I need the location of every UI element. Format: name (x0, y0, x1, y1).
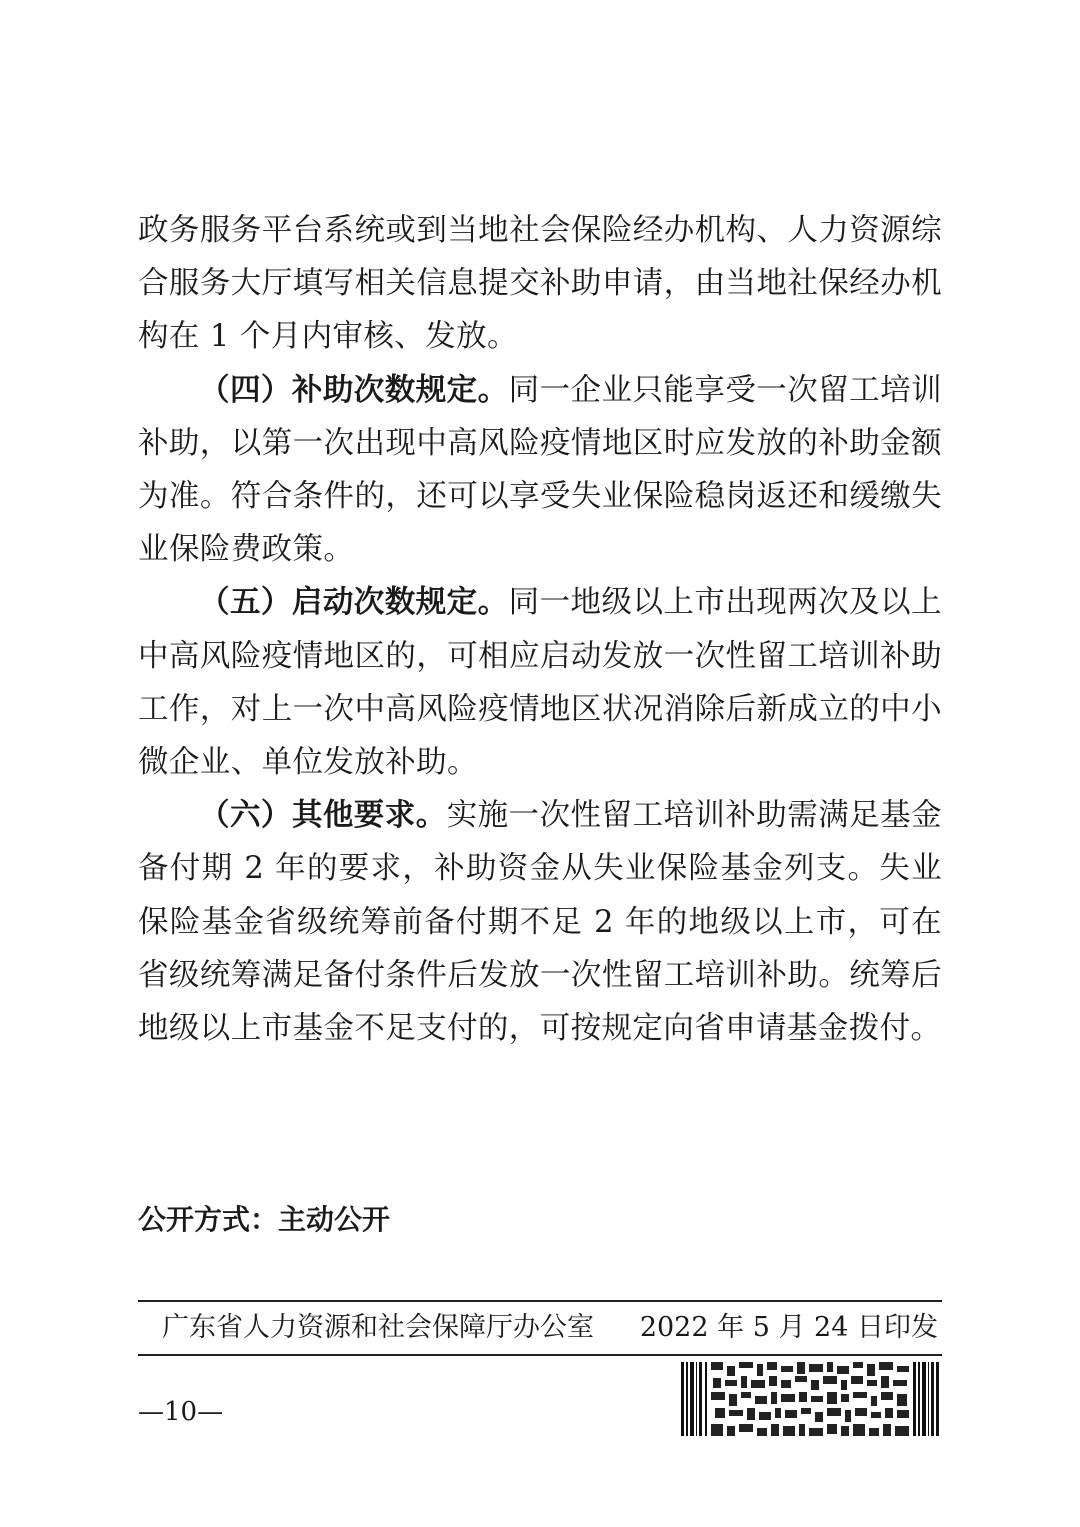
paragraph-continuation (138, 204, 942, 364)
issue-date: 2022 年 5 月 24 日印发 (639, 1312, 938, 1343)
paragraph-heading: （四）补助次数规定。 (199, 371, 509, 408)
barcode-image (681, 1362, 939, 1436)
publicity-mode: 公开方式：主动公开 (138, 1203, 391, 1236)
paragraph-text: 实施一次性留工培训补助需满足基金备付期 2 年的要求，补助资金从失业保险基金列支。失业保险基金省级统筹前备付期不足 2 年的地级以上市，可在省级统筹满足备付条件后发放一次性留工培训补助。统筹后地级以上市基金不足支付的，可按规定向省申请基金拨付。 (138, 798, 942, 1047)
paragraph-other-requirements (138, 789, 942, 1055)
paragraph-launch-count (138, 576, 942, 789)
document-body (138, 204, 942, 1055)
paragraph-heading: （五）启动次数规定。 (199, 584, 509, 621)
issuing-office: 广东省人力资源和社会保障厅办公室 (162, 1312, 594, 1343)
paragraph-text: 政务服务平台系统或到当地社会保险经办机构、人力资源综合服务大厅填写相关信息提交补助申请，由当地社保经办机构在 1 个月内审核、发放。 (138, 213, 942, 355)
footer-top-rule (138, 1300, 942, 1302)
paragraph-text: 同一企业只能享受一次留工培训补助，以第一次出现中高风险疫情地区时应发放的补助金额为准。符合条件的，还可以享受失业保险稳岗返还和缓缴失业保险费政策。 (138, 372, 942, 568)
page-number: —10— (138, 1397, 224, 1427)
paragraph-text: 同一地级以上市出现两次及以上中高风险疫情地区的，可相应启动发放一次性留工培训补助工作，对上一次中高风险疫情地区状况消除后新成立的中小微企业、单位发放补助。 (138, 585, 942, 781)
paragraph-heading: （六）其他要求。 (199, 797, 447, 834)
paragraph-subsidy-count (138, 364, 942, 577)
footer-bottom-rule (138, 1354, 942, 1356)
